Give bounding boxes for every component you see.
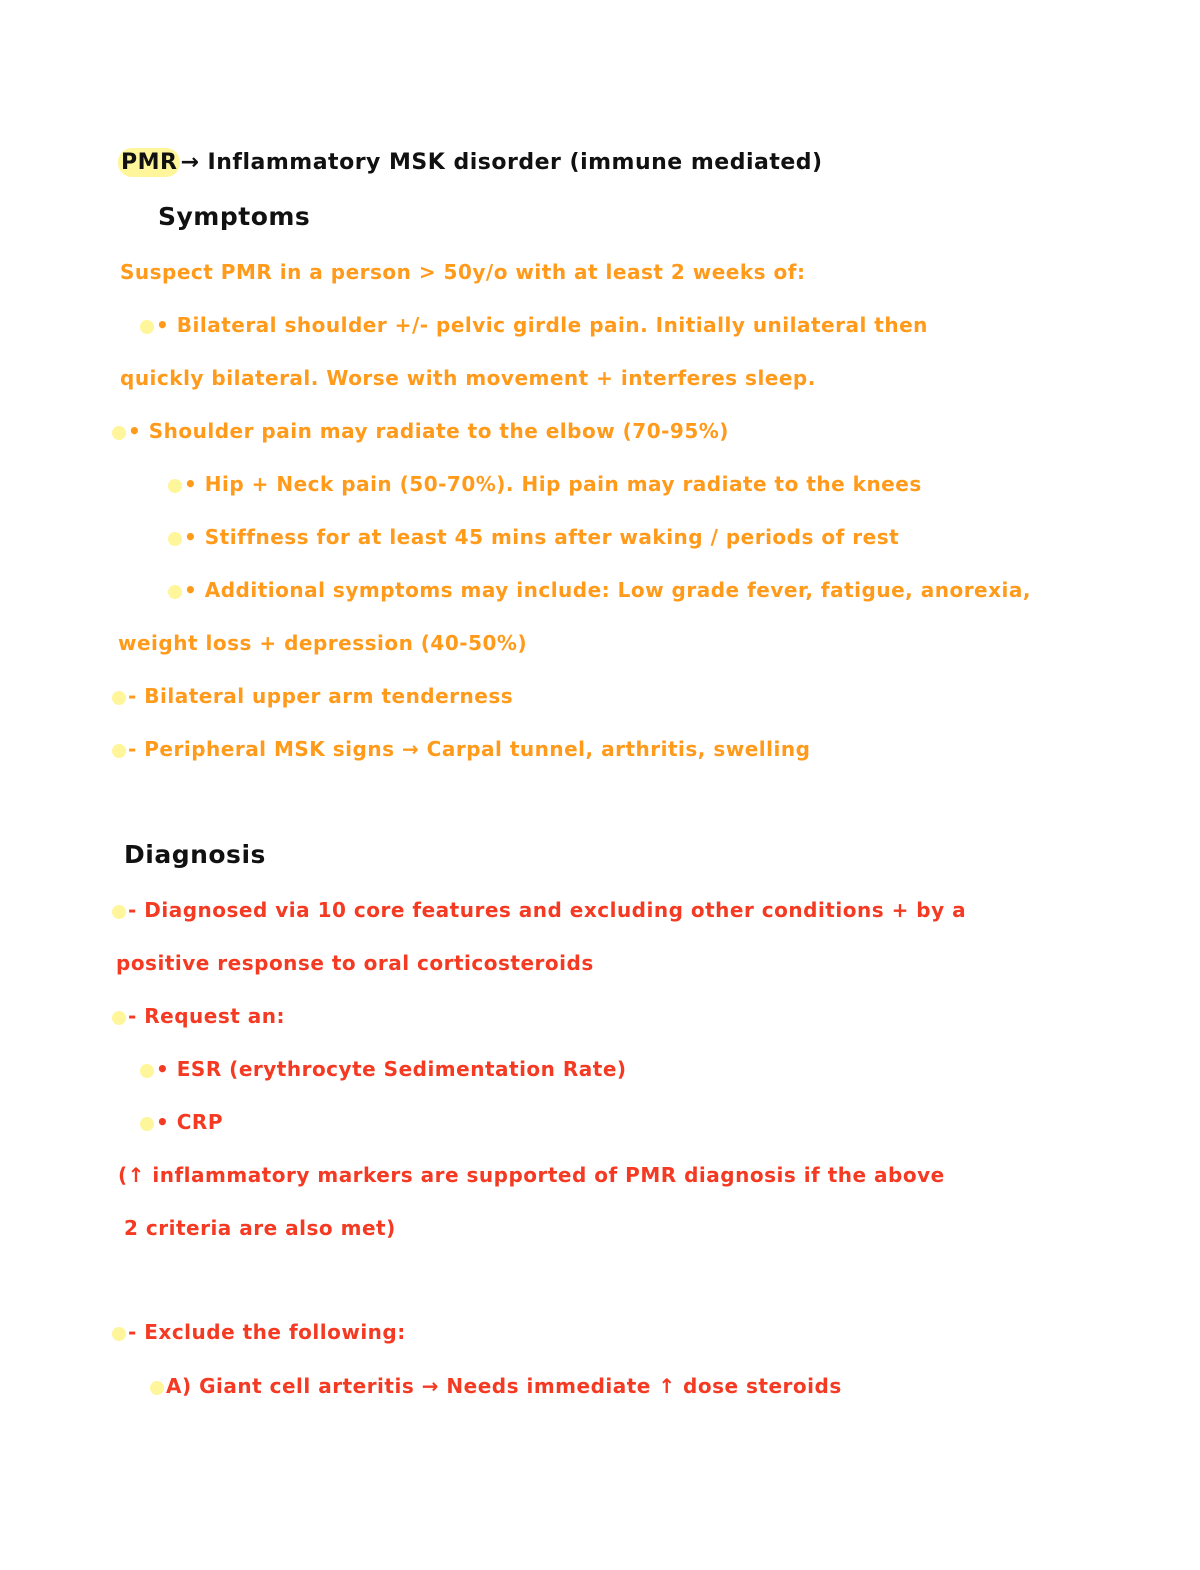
highlight-bullet: [168, 585, 182, 599]
highlight-bullet: [112, 426, 126, 440]
diagnosis-item: • ESR (erythrocyte Sedimentation Rate): [140, 1059, 627, 1079]
highlight-bullet: [150, 1381, 164, 1395]
highlight-bullet: [112, 1011, 126, 1025]
symptom-item: • Bilateral shoulder +/- pelvic girdle pain. Initially unilateral then: [140, 315, 928, 335]
diagnosis-item: • CRP: [140, 1112, 223, 1132]
symptom-item: quickly bilateral. Worse with movement + interferes sleep.: [120, 366, 816, 390]
highlight-bullet: [140, 1117, 154, 1131]
symptom-item: • Shoulder pain may radiate to the elbow (70-95%): [112, 421, 729, 441]
symptom-item: • Hip + Neck pain (50-70%). Hip pain may radiate to the knees: [168, 474, 922, 494]
title-rest: → Inflammatory MSK disorder (immune mediated): [180, 150, 823, 175]
symptoms-intro: Suspect PMR in a person > 50y/o with at least 2 weeks of:: [120, 260, 806, 284]
symptom-item: weight loss + depression (40-50%): [118, 631, 528, 655]
symptom-item: • Stiffness for at least 45 mins after waking / periods of rest: [168, 527, 899, 547]
symptom-item: - Bilateral upper arm tenderness: [112, 686, 513, 706]
diagnosis-item: positive response to oral corticosteroids: [116, 951, 594, 975]
diagnosis-item: A) Giant cell arteritis → Needs immediate ↑ dose steroids: [150, 1376, 842, 1396]
symptom-item: • Additional symptoms may include: Low grade fever, fatigue, anorexia,: [168, 580, 1031, 600]
symptoms-heading: Symptoms: [158, 202, 311, 231]
symptom-item: - Peripheral MSK signs → Carpal tunnel, arthritis, swelling: [112, 739, 810, 759]
diagnosis-item: - Exclude the following:: [112, 1322, 406, 1342]
highlight-bullet: [168, 532, 182, 546]
title-acronym: PMR: [118, 148, 180, 177]
title-line: [118, 152, 823, 174]
highlight-bullet: [140, 1064, 154, 1078]
highlight-bullet: [112, 1327, 126, 1341]
diagnosis-item: - Request an:: [112, 1006, 285, 1026]
highlight-bullet: [112, 905, 126, 919]
diagnosis-item: (↑ inflammatory markers are supported of PMR diagnosis if the above: [118, 1163, 945, 1187]
highlight-bullet: [112, 744, 126, 758]
diagnosis-heading: Diagnosis: [124, 840, 266, 869]
highlight-bullet: [112, 691, 126, 705]
highlight-bullet: [140, 320, 154, 334]
highlight-bullet: [168, 479, 182, 493]
diagnosis-item: - Diagnosed via 10 core features and excluding other conditions + by a: [112, 900, 966, 920]
diagnosis-item: 2 criteria are also met): [124, 1216, 396, 1240]
